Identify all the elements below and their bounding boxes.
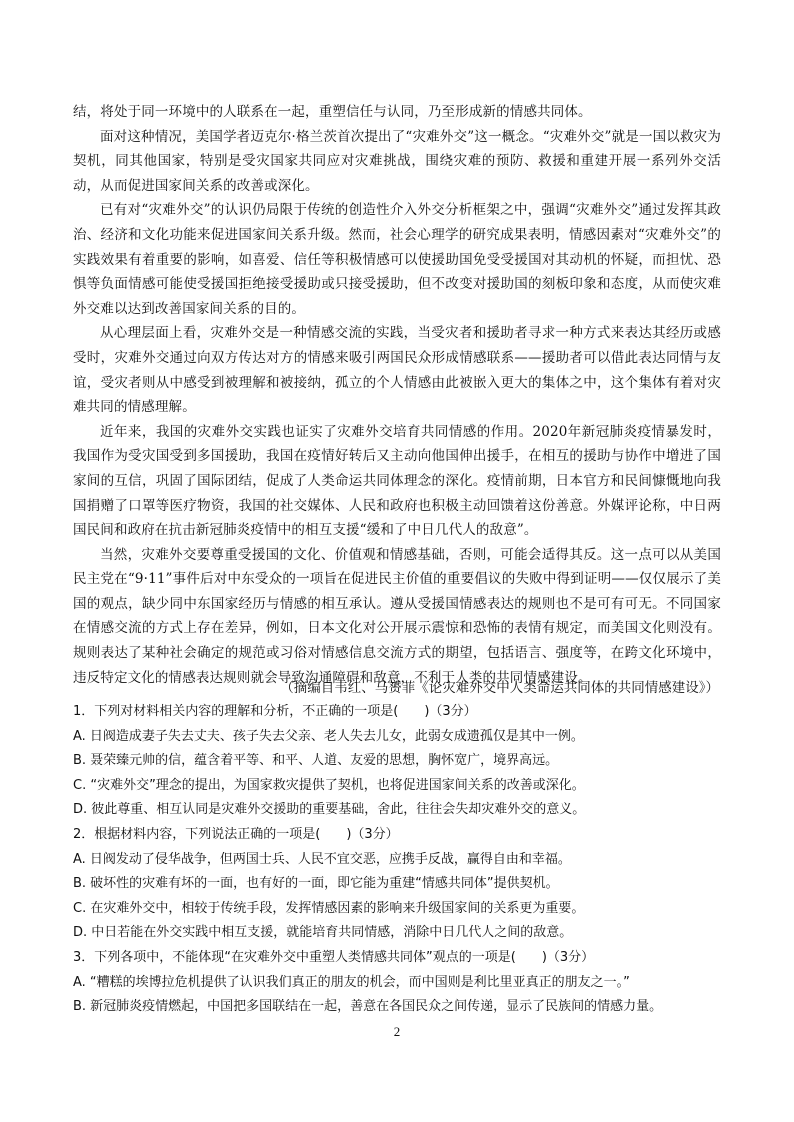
answer-option: A. 日阀发动了侵华战争，但两国士兵、人民不宜交恶，应携手反战，赢得自由和幸福。 <box>73 851 571 867</box>
answer-option: C. 在灾难外交中，相较于传统手段，发挥情感因素的影响来升级国家间的关系更为重要。 <box>73 900 585 916</box>
answer-option: D. 彼此尊重、相互认同是灾难外交援助的重要基础，舍此，往往会失却灾难外交的意义。 <box>73 802 586 818</box>
answer-option: A. “糟糕的埃博拉危机提供了认识我们真正的朋友的机会，而中国则是利比里亚真正的朋友之一。” <box>73 974 630 990</box>
answer-option: B. 破坏性的灾难有坏的一面，也有好的一面，即它能为重建“情感共同体”提供契机。 <box>73 876 559 892</box>
article-body <box>73 100 721 690</box>
question-stem: 2．根据材料内容，下列说法正确的一项是( )（3分） <box>73 826 399 842</box>
paragraph: 面对这种情况，美国学者迈克尔·格兰茨首次提出了“灾难外交”这一概念。“灾难外交”就是一国以救灾为契机，同其他国家，特别是受灾国家共同应对灾难挑战，围绕灾难的预防、救援和重建开展一系列外交活动，从而促进国家间关系的改善或深化。 <box>73 128 721 194</box>
answer-option: A. 日阀造成妻子失去丈夫、孩子失去父亲、老人失去儿女，此弱女成遗孤仅是其中一例。 <box>73 728 584 744</box>
question-stem: 3．下列各项中，不能体现“在灾难外交中重塑人类情感共同体”观点的一项是( )（3分） <box>73 949 595 965</box>
answer-option: C. “灾难外交”理念的提出，为国家救灾提供了契机，也将促进国家间关系的改善或深化。 <box>73 777 585 793</box>
paragraph: 已有对“灾难外交”的认识仍局限于传统的创造性介入外交分析框架之中，强调“灾难外交”通过发挥其政治、经济和文化功能来促进国家间关系升级。然而，社会心理学的研究成果表明，情感因素对“灾难外交”的实践效果有着重要的影响，如喜爱、信任等积极情感可以使援助国免受受援国对其动机的怀疑，而担忧、恐惧等负面情感可能使受援国拒绝接受援助或只接受援助，但不改变对援助国的刻板印象和态度，从而使灾难外交难以达到改善国家间关系的目的。 <box>73 202 721 317</box>
paragraph: 当然，灾难外交要尊重受援国的文化、价值观和情感基础，否则，可能会适得其反。这一点可以从美国民主党在“9·11”事件后对中东受众的一项旨在促进民主价值的重要倡议的失败中得到证明——仅仅展示了美国的观点，缺少同中东国家经历与情感的相互承认。遵从受援国情感表达的规则也不是可有可无。不同国家在情感交流的方式上存在差异，例如，日本文化对公开展示震惊和恐怖的表情有规定，而美国文化则没有。规则表达了某种社会确定的规范或习俗对情感信息交流方式的期望，包括语言、强度等，在跨文化环境中，违反特定文化的情感表达规则就会导致沟通障碍和敌意，不利于人类的共同情感建设。 <box>73 546 721 686</box>
page-number: 2 <box>393 1024 401 1039</box>
answer-option: D. 中日若能在外交实践中相互支援，就能培育共同情感，消除中日几代人之间的敌意。 <box>73 925 573 941</box>
paragraph: 结，将处于同一环境中的人联系在一起，重塑信任与认同，乃至形成新的情感共同体。 <box>73 104 592 120</box>
question-stem: 1．下列对材料相关内容的理解和分析，不正确的一项是( )（3分） <box>73 704 477 719</box>
paragraph: 近年来，我国的灾难外交实践也证实了灾难外交培育共同情感的作用。2020年新冠肺炎疫情暴发时，我国作为受灾国受到多国援助，我国在疫情好转后又主动向他国伸出援手，在相互的援助与协作中增进了国家间的互信，巩固了国际团结，促成了人类命运共同体理念的深化。疫情前期，日本官方和民间慷慨地向我国捐赠了口罩等医疗物资，我国的社交媒体、人民和政府也积极主动回馈着这份善意。外媒评论称，中日两国民间和政府在抗击新冠肺炎疫情中的相互支援“缓和了中日几代人的敌意”。 <box>73 423 721 539</box>
paragraph: 从心理层面上看，灾难外交是一种情感交流的实践，当受灾者和援助者寻求一种方式来表达其经历或感受时，灾难外交通过向双方传达对方的情感来吸引两国民众形成情感联系——援助者可以借此表达同情与友谊，受灾者则从中感受到被理解和被接纳，孤立的个人情感由此被嵌入更大的集体之中，这个集体有着对灾难共同的情感理解。 <box>73 325 721 416</box>
answer-option: B. 聂荣臻元帅的信，蕴含着平等、和平、人道、友爱的思想，胸怀宽广，境界高远。 <box>73 753 559 769</box>
question-list <box>73 700 723 1020</box>
source-citation: （摘编自韦红、马赟菲《论灾难外交中人类命运共同体的共同情感建设》） <box>280 680 719 696</box>
answer-option: B. 新冠肺炎疫情燃起，中国把多国联结在一起，善意在各国民众之间传递，显示了民族间的情感力量。 <box>73 999 663 1015</box>
